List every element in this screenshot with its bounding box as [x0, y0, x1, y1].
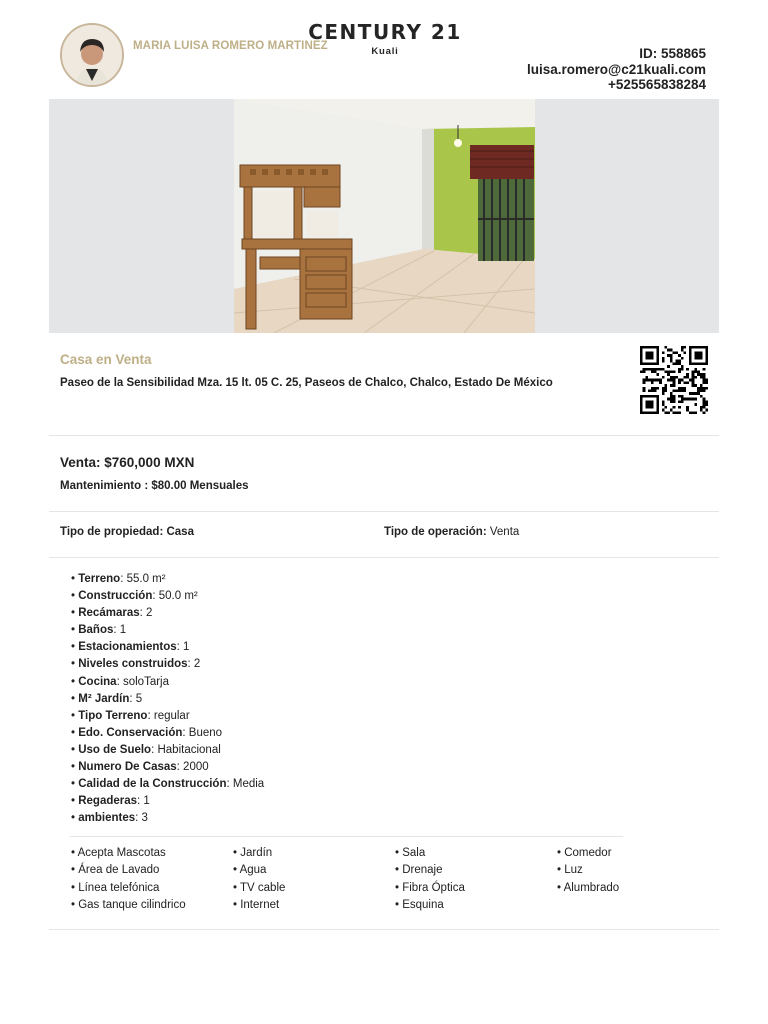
section-divider [49, 435, 719, 436]
spec-item [71, 793, 264, 810]
contact-block [527, 46, 706, 93]
bullet: • [71, 812, 79, 825]
bullet: • [71, 641, 79, 654]
bullet: • [71, 726, 79, 739]
property-photo [234, 99, 535, 333]
spec-item [71, 656, 264, 673]
specs-list [71, 571, 264, 827]
bullet: • [71, 658, 79, 671]
spec-value: : 2 [187, 658, 201, 671]
agent-name: MARIA LUISA ROMERO MARTINEZ [133, 40, 328, 52]
amenities-column [71, 845, 186, 914]
amenity-item: • Línea telefónica [71, 881, 160, 894]
spec-item [71, 674, 264, 691]
spec-value: : 3 [135, 812, 148, 825]
amenity-item: • Internet [233, 898, 280, 911]
spec-label: Uso de Suelo [78, 743, 152, 756]
bullet: • [71, 778, 79, 791]
spec-item [71, 759, 264, 776]
bullet: • [71, 761, 79, 774]
bullet: • [71, 709, 79, 722]
amenities-column [395, 845, 465, 914]
spec-item [71, 571, 264, 588]
spec-label: Estacionamientos [78, 641, 177, 654]
bullet: • [71, 624, 79, 637]
spec-label: Baños [78, 624, 114, 637]
property-address: Paseo de la Sensibilidad Mza. 15 lt. 05 C. 25, Paseos de Chalco, Chalco, Estado De México [60, 377, 553, 389]
listing-type-title: Casa en Venta [60, 352, 152, 367]
spec-value: : 55.0 m² [120, 573, 166, 585]
operation-type-label: Tipo de operación: [384, 526, 487, 538]
spec-value: : soloTarja [116, 675, 169, 688]
spec-item [71, 639, 264, 656]
spec-value: : 1 [176, 641, 190, 654]
section-divider [49, 929, 719, 930]
spec-label: Edo. Conservación [78, 726, 183, 739]
bullet: • [71, 795, 79, 808]
amenity-item: • Agua [233, 864, 267, 877]
bullet: • [71, 675, 79, 688]
section-divider [49, 511, 719, 512]
logo-subtitle: Kuali [371, 46, 399, 57]
section-divider [49, 557, 719, 558]
amenity-item: • Fibra Óptica [395, 881, 465, 894]
spec-label: Cocina [78, 675, 117, 688]
spec-value: : 50.0 m² [152, 590, 198, 603]
spec-item [71, 588, 264, 605]
amenities-column [233, 845, 285, 914]
spec-value: : Habitacional [151, 743, 221, 756]
amenity-item: • Acepta Mascotas [71, 847, 166, 859]
spec-value: : 1 [113, 624, 127, 637]
bullet: • [71, 743, 79, 756]
spec-label: Regaderas [78, 795, 138, 808]
spec-value: : Bueno [182, 726, 223, 739]
spec-item [71, 742, 264, 759]
sale-price: Venta: $760,000 MXN [60, 455, 195, 470]
agent-email[interactable]: luisa.romero@c21kuali.com [527, 61, 706, 77]
property-type: Tipo de propiedad: Casa [60, 526, 194, 538]
spec-label: Recámaras [78, 607, 140, 620]
spec-label: Tipo Terreno [78, 709, 148, 722]
maintenance-fee: Mantenimiento : $80.00 Mensuales [60, 480, 249, 492]
operation-type-value: Venta [486, 526, 520, 538]
qr-code[interactable] [640, 346, 708, 414]
bullet: • [71, 607, 79, 620]
spec-label: Calidad de la Construcción [78, 778, 227, 791]
amenity-item: • Comedor [557, 847, 612, 859]
spec-item [71, 776, 264, 793]
spec-item [71, 691, 264, 708]
amenity-item: • Jardín [233, 847, 273, 859]
spec-item [71, 810, 264, 827]
spec-value: : 2 [139, 607, 153, 620]
spec-label: Numero De Casas [78, 761, 177, 774]
spec-label: M² Jardín [78, 692, 130, 705]
spec-value: : Media [226, 778, 265, 791]
amenity-item: • Alumbrado [557, 881, 620, 894]
listing-id: ID: 558865 [639, 46, 706, 61]
amenity-item: • TV cable [233, 881, 286, 894]
spec-label: ambientes [78, 812, 136, 825]
amenity-item: • Luz [557, 864, 583, 877]
spec-value: : regular [147, 709, 190, 722]
spec-item [71, 605, 264, 622]
spec-label: Niveles construidos [78, 658, 188, 671]
bullet: • [71, 573, 79, 585]
amenities-divider [70, 836, 623, 837]
amenity-item: • Sala [395, 847, 426, 859]
spec-value: : 5 [129, 692, 143, 705]
spec-value: : 2000 [176, 761, 209, 774]
spec-item [71, 708, 264, 725]
spec-label: Terreno [78, 573, 121, 585]
spec-label: Construcción [78, 590, 153, 603]
amenities-column [557, 845, 619, 897]
agent-avatar [60, 23, 124, 87]
bullet: • [71, 692, 79, 705]
century21-logo [300, 20, 470, 57]
spec-item [71, 622, 264, 639]
amenity-item: • Esquina [395, 898, 444, 911]
spec-item [71, 725, 264, 742]
operation-type [384, 526, 519, 538]
agent-phone[interactable]: +525565838284 [608, 77, 706, 92]
bullet: • [71, 590, 79, 603]
amenity-item: • Gas tanque cilindrico [71, 898, 186, 911]
logo-text: CENTURY 21 [308, 20, 462, 44]
spec-value: : 1 [137, 795, 150, 808]
amenity-item: • Drenaje [395, 864, 443, 877]
amenity-item: • Área de Lavado [71, 864, 160, 877]
